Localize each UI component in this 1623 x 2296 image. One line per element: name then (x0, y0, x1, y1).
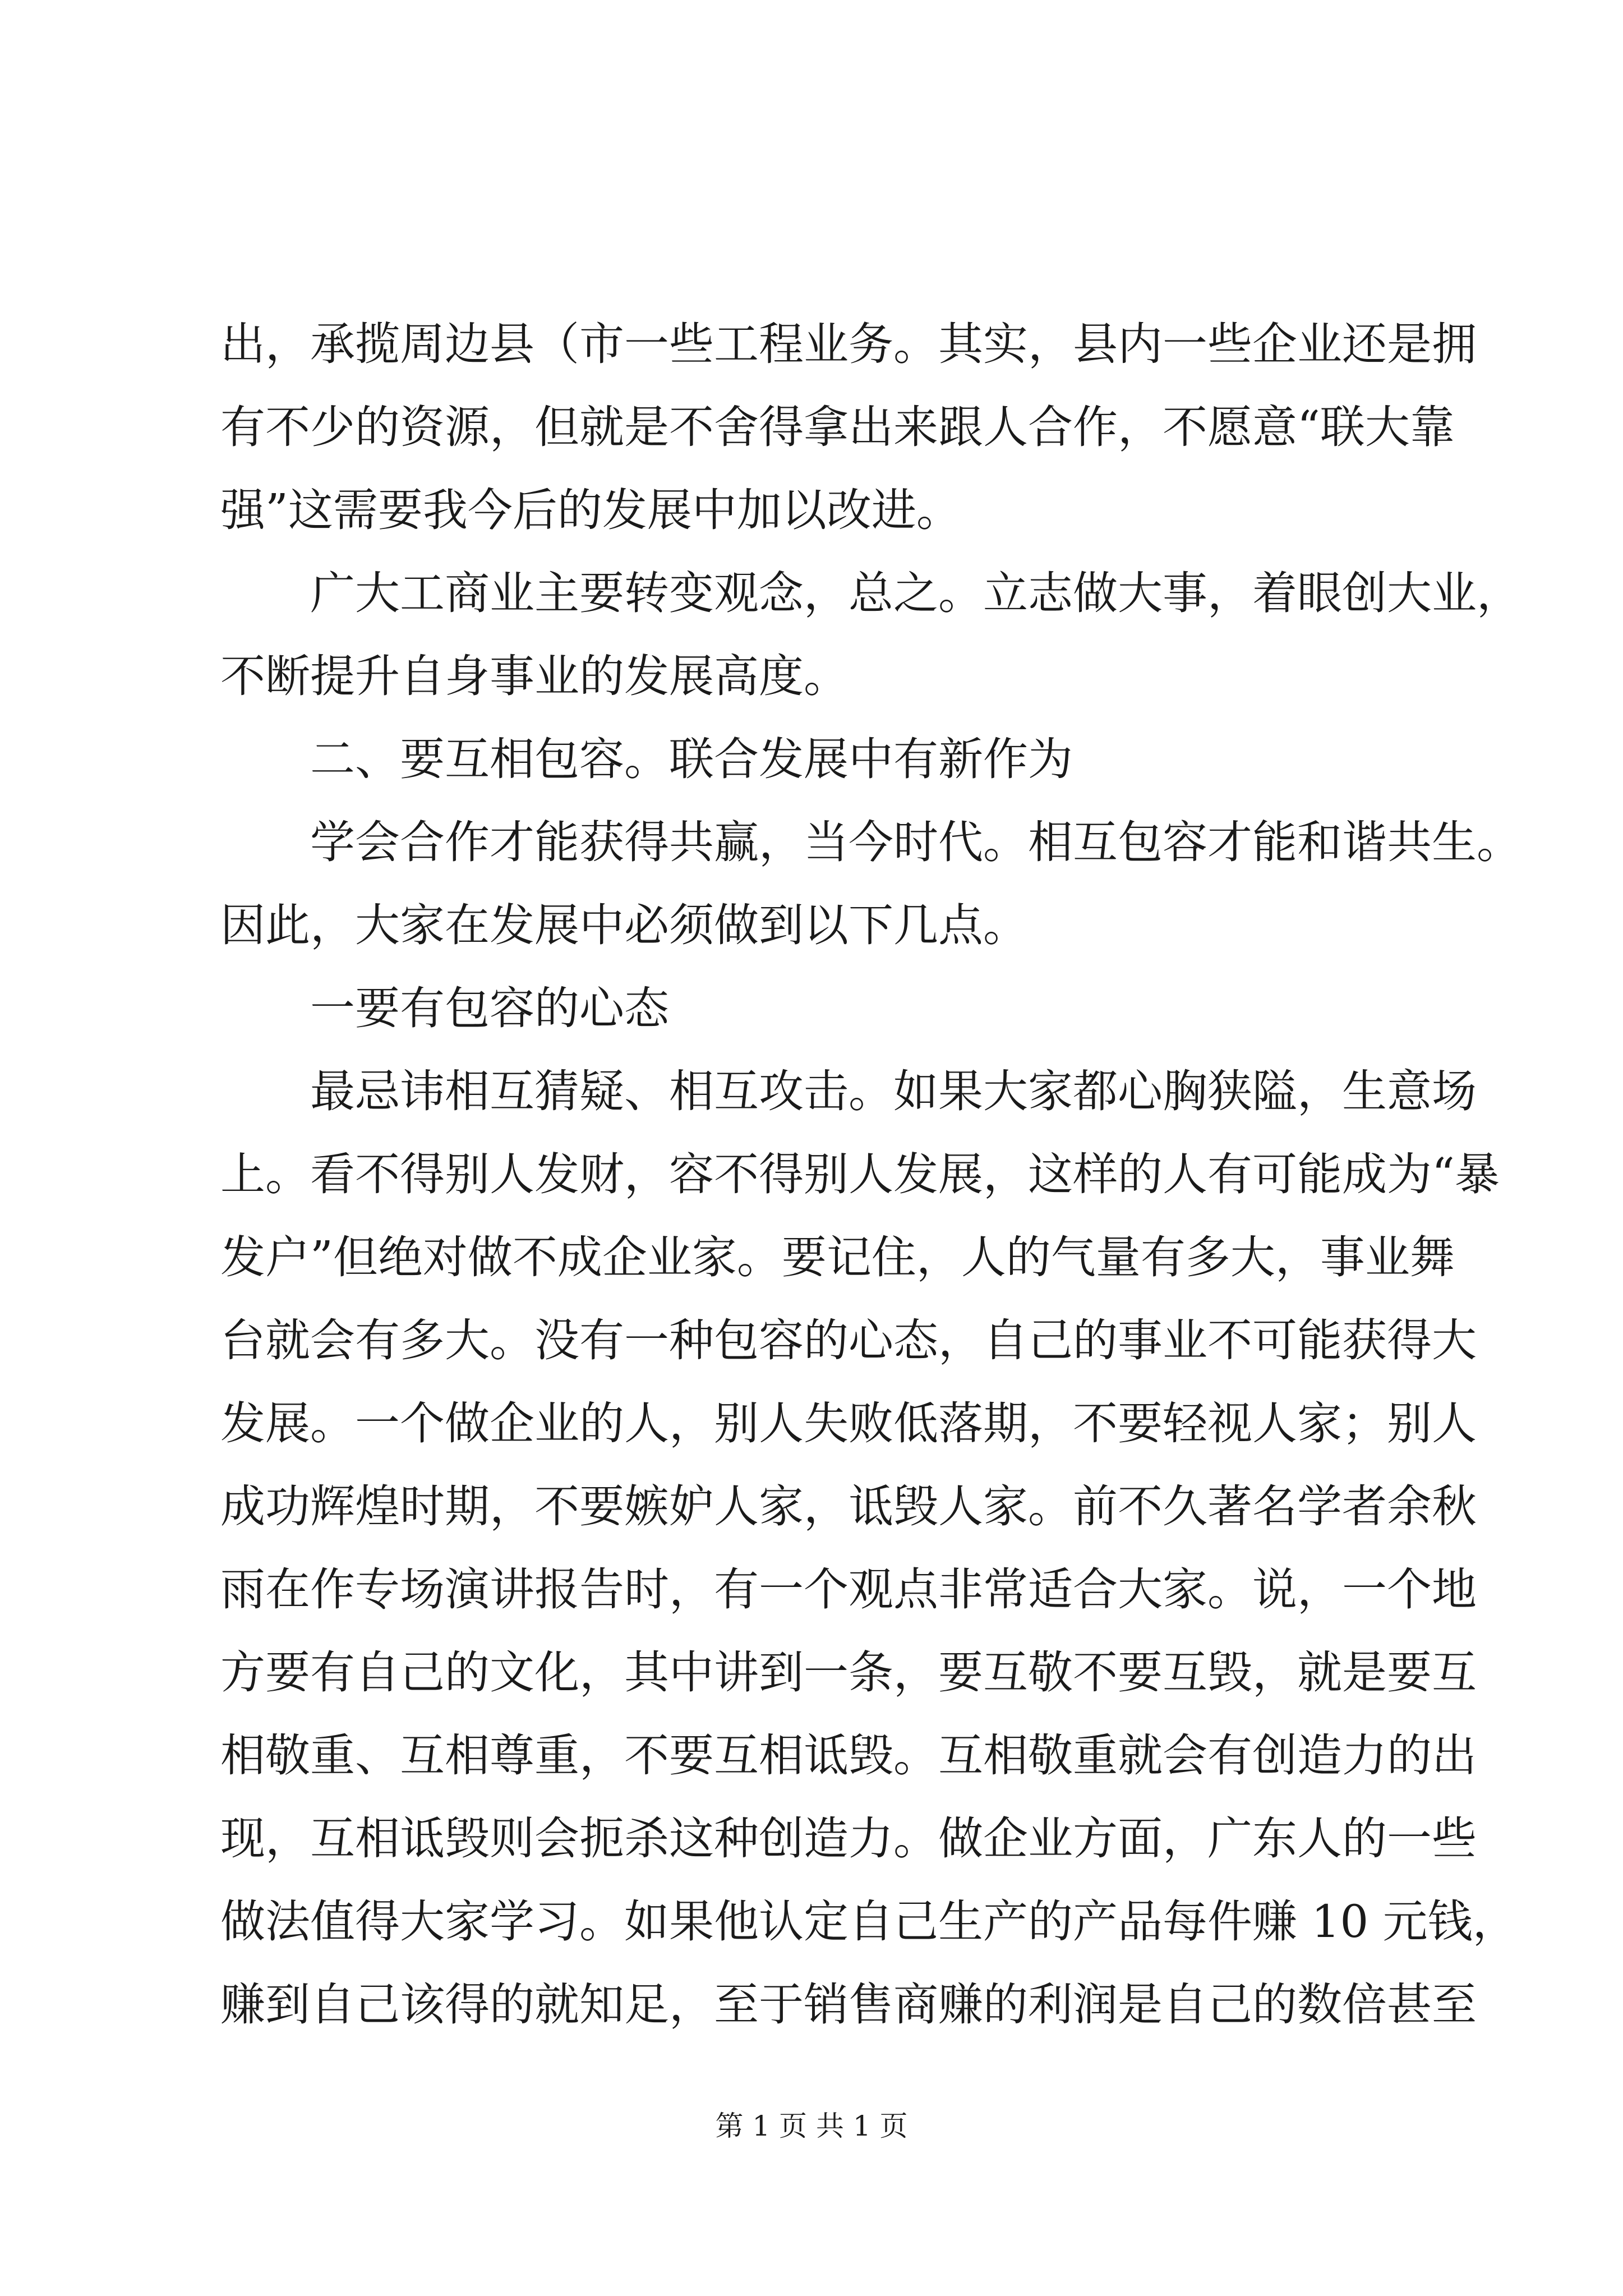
text-line: 方要有自己的文化，其中讲到一条，要互敬不要互毁，就是要互 (220, 1646, 1477, 1699)
paragraph-first-line: 最忌讳相互猜疑、相互攻击。如果大家都心胸狭隘，生意场 (310, 1065, 1477, 1117)
text-line: 台就会有多大。没有一种包容的心态，自己的事业不可能获得大 (220, 1314, 1477, 1366)
paragraph-first-line: 广大工商业主要转变观念，总之。立志做大事，着眼创大业， (310, 567, 1521, 619)
text-line: 有不少的资源，但就是不舍得拿出来跟人合作，不愿意“联大靠 (220, 401, 1455, 453)
text-line: 成功辉煌时期，不要嫉妒人家，诋毁人家。前不久著名学者余秋 (220, 1480, 1477, 1533)
paragraph-first-line: 学会合作才能获得共赢，当今时代。相互包容才能和谐共生。 (310, 816, 1521, 868)
page-footer: 第 1 页 共 1 页 (715, 2110, 908, 2142)
text-line: 因此，大家在发展中必须做到以下几点。 (220, 899, 1028, 951)
text-line: 现，互相诋毁则会扼杀这种创造力。做企业方面，广东人的一些 (220, 1812, 1477, 1865)
text-line: 做法值得大家学习。如果他认定自己生产的产品每件赚 10 元钱， (220, 1895, 1518, 1948)
subsection-heading: 一要有包容的心态 (310, 982, 669, 1034)
text-line: 相敬重、互相尊重，不要互相诋毁。互相敬重就会有创造力的出 (220, 1729, 1477, 1782)
section-heading: 二、要互相包容。联合发展中有新作为 (310, 733, 1073, 785)
text-line: 强”这需要我今后的发展中加以改进。 (220, 484, 961, 536)
text-line: 发户”但绝对做不成企业家。要记住，人的气量有多大，事业舞 (220, 1231, 1455, 1283)
text-line: 不断提升自身事业的发展高度。 (220, 650, 849, 702)
document-body (220, 303, 1521, 2046)
text-line: 发展。一个做企业的人，别人失败低落期，不要轻视人家；别人 (220, 1397, 1477, 1450)
text-line: 赚到自己该得的就知足，至于销售商赚的利润是自己的数倍甚至 (220, 1978, 1477, 2031)
text-line: 雨在作专场演讲报告时，有一个观点非常适合大家。说，一个地 (220, 1563, 1477, 1616)
text-line: 出，承揽周边县（市一些工程业务。其实，县内一些企业还是拥 (220, 318, 1477, 370)
text-line: 上。看不得别人发财，容不得别人发展，这样的人有可能成为“暴 (220, 1148, 1500, 1200)
